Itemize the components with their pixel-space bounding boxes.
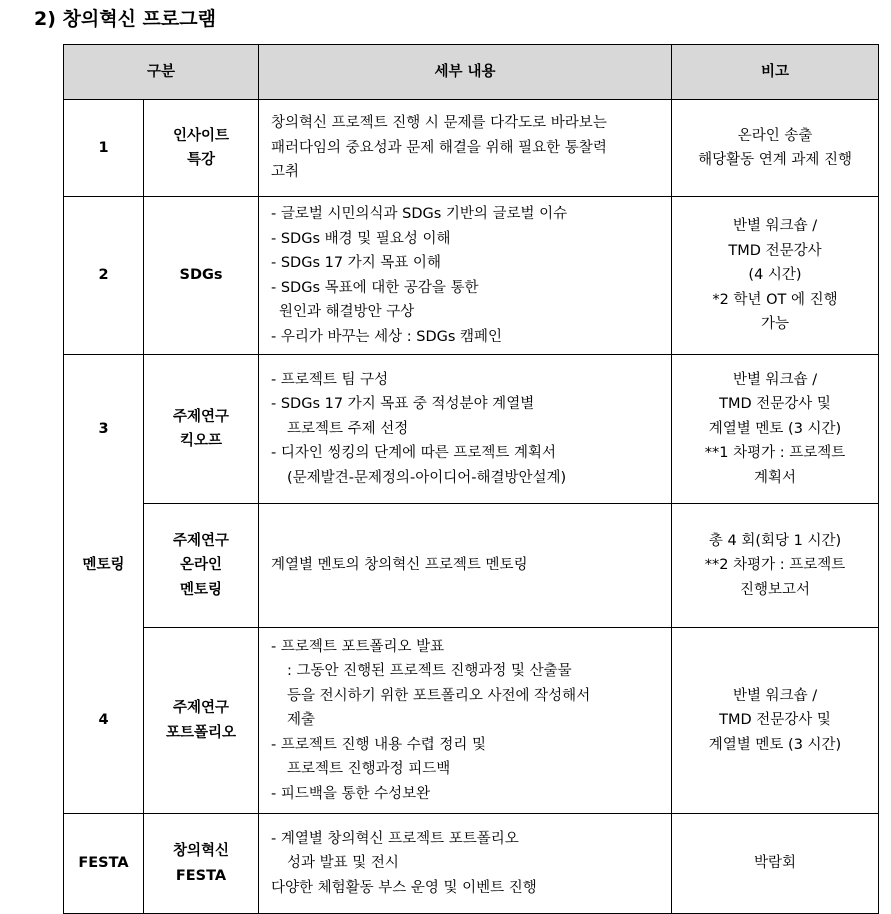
program-note: 반별 워크숍 / TMD 전문강사 및 계열별 멘토 (3 시간) **1 차평가 : 프로젝트 계획서 [672, 355, 879, 504]
table-row [64, 355, 879, 504]
table-row [64, 814, 879, 914]
header-detail: 세부 내용 [259, 45, 672, 100]
program-name: 주제연구 킥오프 [144, 355, 259, 504]
row-number: 4 [64, 628, 144, 814]
program-detail: 창의혁신 프로젝트 진행 시 문제를 다각도로 바라보는 패러다임의 중요성과 문제 해결을 위해 필요한 통찰력 고취 [259, 100, 672, 197]
program-name: SDGs [144, 197, 259, 355]
program-detail: - 계열별 창의혁신 프로젝트 포트폴리오 성과 발표 및 전시 다양한 체험활동 부스 운영 및 이벤트 진행 [259, 814, 672, 914]
row-number: 2 [64, 197, 144, 355]
program-note: 반별 워크숍 / TMD 전문강사 (4 시간) *2 학년 OT 에 진행 가능 [672, 197, 879, 355]
section-title: 2) 창의혁신 프로그램 [34, 8, 216, 30]
program-table [63, 44, 879, 914]
header-row [64, 45, 879, 100]
table-row [64, 628, 879, 814]
program-note: 온라인 송출 해당활동 연계 과제 진행 [672, 100, 879, 197]
header-category: 구분 [64, 45, 259, 100]
program-detail: - 글로벌 시민의식과 SDGs 기반의 글로벌 이슈 - SDGs 배경 및 필요성 이해 - SDGs 17 가지 목표 이해 - SDGs 목표에 대한 공감을 통한 원인과 해결방안 구상 - 우리가 바꾸는 세상 : SDGs 캠페인 [259, 197, 672, 355]
group-label: 멘토링 [64, 504, 144, 628]
program-name: 창의혁신 FESTA [144, 814, 259, 914]
program-detail: - 프로젝트 포트폴리오 발표 : 그동안 진행된 프로젝트 진행과정 및 산출물 등을 전시하기 위한 포트폴리오 사전에 작성해서 제출 - 프로젝트 진행 내용 수렵 정리 및 프로젝트 진행과정 피드백 - 피드백을 통한 수성보완 [259, 628, 672, 814]
program-name: 주제연구 온라인 멘토링 [144, 504, 259, 628]
row-number: 1 [64, 100, 144, 197]
program-name: 인사이트 특강 [144, 100, 259, 197]
program-detail: 계열별 멘토의 창의혁신 프로젝트 멘토링 [259, 504, 672, 628]
table-row [64, 100, 879, 197]
group-label: FESTA [64, 814, 144, 914]
program-detail: - 프로젝트 팀 구성 - SDGs 17 가지 목표 중 적성분야 계열별 프로젝트 주제 선정 - 디자인 씽킹의 단계에 따른 프로젝트 계획서 (문제발견-문제정의-아이디어-해결방안설계) [259, 355, 672, 504]
header-note: 비고 [672, 45, 879, 100]
table-row [64, 197, 879, 355]
program-note: 총 4 회(회당 1 시간) **2 차평가 : 프로젝트 진행보고서 [672, 504, 879, 628]
row-number: 3 [64, 355, 144, 504]
program-name: 주제연구 포트폴리오 [144, 628, 259, 814]
program-note: 박람회 [672, 814, 879, 914]
program-note: 반별 워크숍 / TMD 전문강사 및 계열별 멘토 (3 시간) [672, 628, 879, 814]
table-row [64, 504, 879, 628]
